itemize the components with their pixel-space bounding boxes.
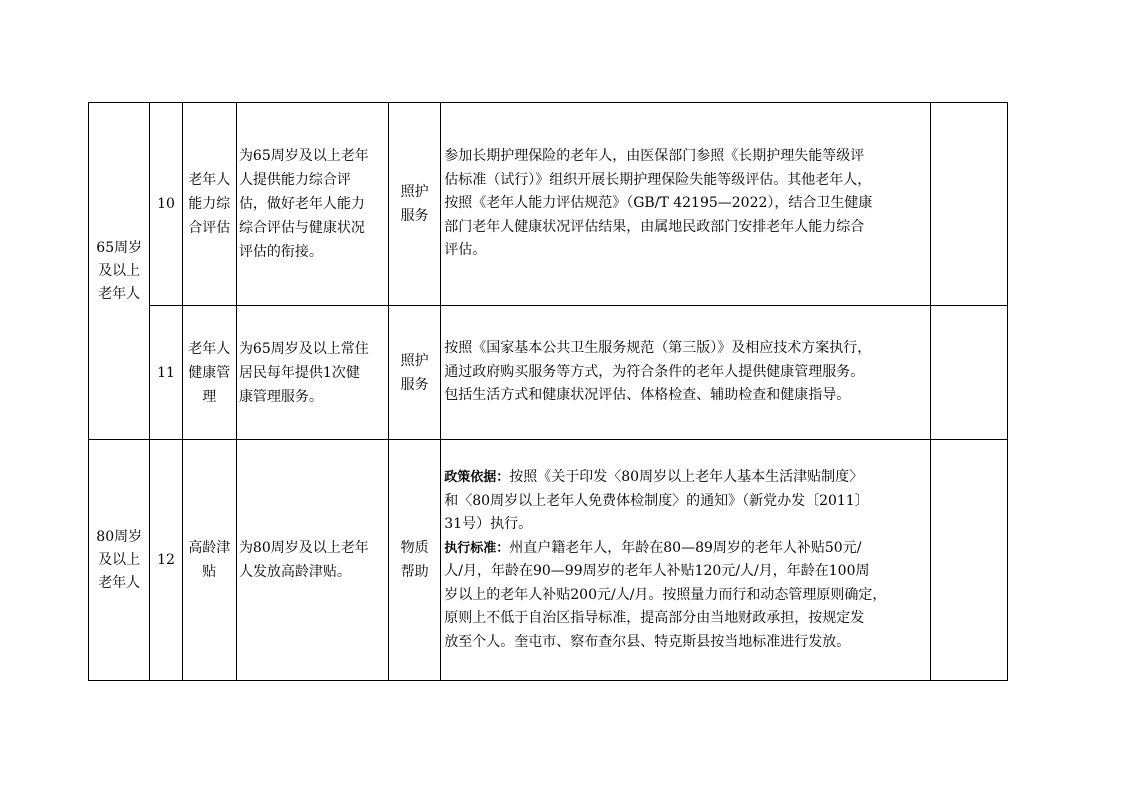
item-number: 12: [150, 440, 182, 681]
item-detail: 按照《国家基本公共卫生服务规范（第三版）》及相应技术方案执行， 通过政府购买服务等方式，为符合条件的老年人提供健康管理服务。 包括生活方式和健康状况评估、体格检查、辅助检查和健康指导。: [441, 306, 931, 440]
service-type: 照护 服务: [388, 306, 440, 440]
execution-standard-label: 执行标准：: [444, 540, 510, 556]
age-group-cell: 80周岁 及以上 老年人: [89, 440, 150, 681]
execution-standard: 执行标准：州直户籍老年人，年龄在80—89周岁的老年人补贴50元/: [444, 539, 862, 556]
item-name: 老年人 健康管 理: [182, 306, 236, 440]
policy-basis: 政策依据：按照《关于印发〈80周岁以上老年人基本生活津贴制度〉: [444, 469, 864, 485]
service-type: 照护 服务: [388, 103, 440, 306]
table-row: [89, 306, 1008, 440]
item-description: 为65周岁及以上老年 人提供能力综合评 估，做好老年人能力 综合评估与健康状况 评估的衔接。: [236, 103, 388, 306]
item-detail: 政策依据：按照《关于印发〈80周岁以上老年人基本生活津贴制度〉 和〈80周岁以上老年人免费体检制度〉的通知》（新党办发〔2011〕 31号）执行。 执行标准：州直户籍老年人，年龄在80—89周岁的老年人补贴50元/ 人/月，年龄在90—99周岁的老年人补贴120元/人/月，年龄在100周 岁以上的老年人补贴200元/人/月。按照量力而行和动态管理原则确定， 原则上不低于自治区指导标准，提高部分由当地财政承担，按规定发 放至个人。奎屯市、察布查尔县、特克斯县按当地标准进行发放。: [441, 440, 931, 681]
remarks-cell: [931, 306, 1008, 440]
service-type: 物质 帮助: [388, 440, 440, 681]
age-group-cell: 65周岁 及以上 老年人: [89, 103, 150, 440]
remarks-cell: [931, 440, 1008, 681]
item-name: 高龄津 贴: [182, 440, 236, 681]
table-row: [89, 103, 1008, 306]
item-description: 为80周岁及以上老年 人发放高龄津贴。: [236, 440, 388, 681]
item-name: 老年人 能力综 合评估: [182, 103, 236, 306]
item-description: 为65周岁及以上常住 居民每年提供1次健 康管理服务。: [236, 306, 388, 440]
table-row: [89, 440, 1008, 681]
policy-table: [88, 102, 1008, 681]
item-number: 11: [150, 306, 182, 440]
policy-basis-label: 政策依据：: [444, 470, 510, 485]
item-detail: 参加长期护理保险的老年人，由医保部门参照《长期护理失能等级评 估标准（试行）》组织开展长期护理保险失能等级评估。其他老年人， 按照《老年人能力评估规范》（GB/T 42195—2022），结合卫生健康 部门老年人健康状况评估结果，由属地民政部门安排老年人能力综合 评估。: [441, 103, 931, 306]
remarks-cell: [931, 103, 1008, 306]
item-number: 10: [150, 103, 182, 306]
